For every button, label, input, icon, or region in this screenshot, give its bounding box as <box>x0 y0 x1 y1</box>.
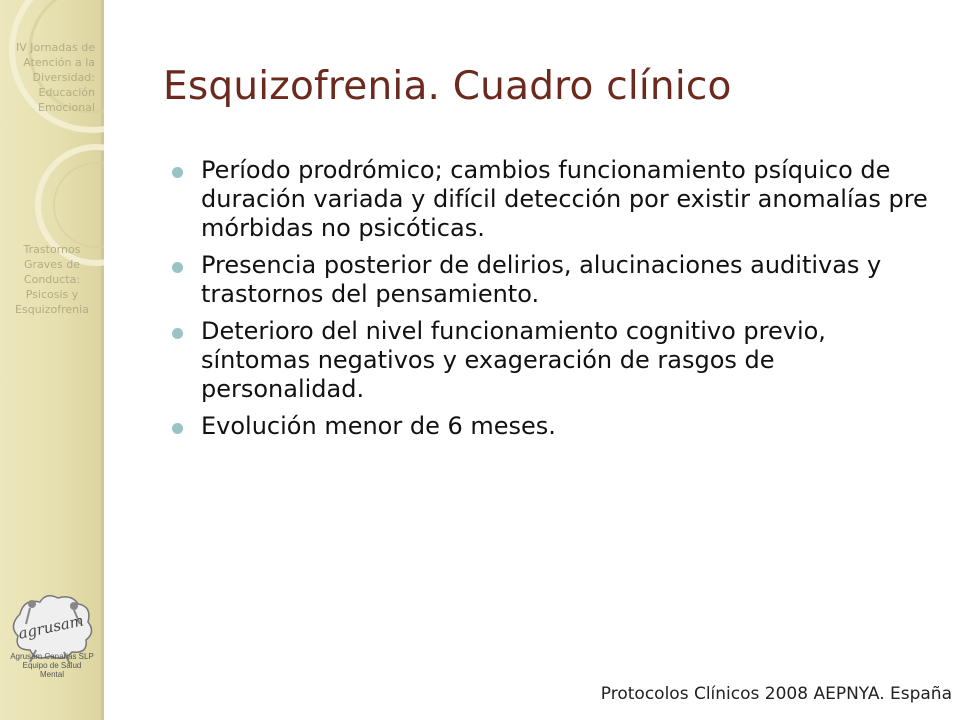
sidebar-section-line: Psicosis y <box>25 288 79 301</box>
logo-word: agrusam <box>16 611 86 643</box>
sidebar-section-line: Esquizofrenia <box>15 303 89 316</box>
bullet-dot-icon <box>172 423 183 434</box>
bullet-item <box>170 317 930 404</box>
sidebar-section-line: Conducta: <box>23 273 81 286</box>
slide-title: Esquizofrenia. Cuadro clínico <box>163 64 732 109</box>
sidebar-event-line: Educación <box>38 86 95 99</box>
sidebar-event-line: Diversidad: <box>32 71 95 84</box>
bullet-item <box>170 156 930 243</box>
sidebar-panel <box>0 0 104 720</box>
logo-caption-line: Equipo de Salud <box>22 661 82 670</box>
bullet-item <box>170 412 930 441</box>
sidebar-section-line: Graves de <box>23 258 81 271</box>
sidebar-section-title <box>0 242 104 317</box>
sidebar-section-line: Trastornos <box>23 243 81 256</box>
bullet-dot-icon <box>172 328 183 339</box>
bullet-text: Deterioro del nivel funcionamiento cognitivo previo, síntomas negativos y exageración de rasgos de personalidad. <box>201 317 826 403</box>
sidebar-event-line: IV Jornadas de <box>16 41 95 54</box>
logo-caption <box>0 652 104 679</box>
logo-caption-line: Mental <box>39 670 64 679</box>
footer-source: Protocolos Clínicos 2008 AEPNYA. España <box>600 684 952 704</box>
bullet-text: Evolución menor de 6 meses. <box>201 412 556 440</box>
bullet-text: Período prodrómico; cambios funcionamiento psíquico de duración variada y difícil detección por existir anomalías pre mórbidas no psicóticas. <box>201 156 928 242</box>
bullet-dot-icon <box>172 167 183 178</box>
logo-caption-line: Agrusam Canarias SLP <box>10 652 94 661</box>
sidebar-event-title <box>0 40 95 115</box>
sidebar-event-line: Atención a la <box>23 56 95 69</box>
bullet-dot-icon <box>172 262 183 273</box>
bullet-list <box>170 156 930 449</box>
sidebar-event-line: Emocional <box>38 101 95 114</box>
bullet-item <box>170 251 930 309</box>
bullet-text: Presencia posterior de delirios, alucinaciones auditivas y trastornos del pensamiento. <box>201 251 882 308</box>
